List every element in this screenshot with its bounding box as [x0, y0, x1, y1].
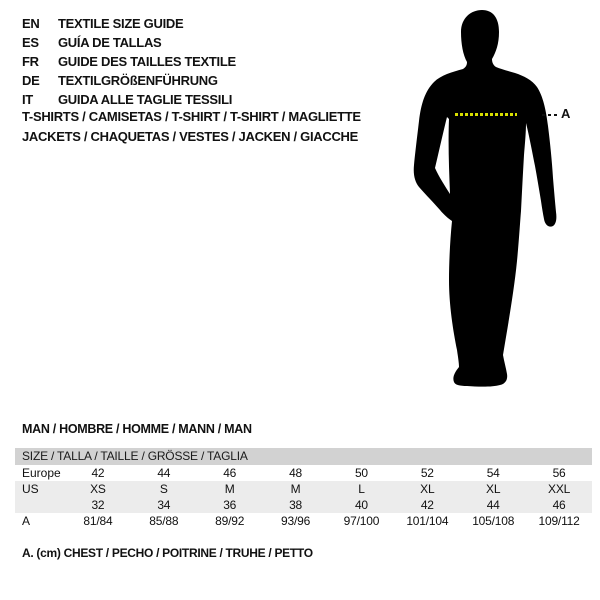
guide-title: GUÍA DE TALLAS: [58, 35, 162, 50]
table-cell: 109/112: [538, 514, 580, 528]
list-item: [22, 52, 236, 71]
table-row-numeric: [15, 497, 592, 513]
table-cell: 46: [552, 498, 566, 512]
guide-title: TEXTILE SIZE GUIDE: [58, 16, 184, 31]
language-code: IT: [22, 92, 33, 107]
section-heading-man: MAN / HOMBRE / HOMME / MANN / MAN: [22, 422, 252, 436]
row-label: A: [22, 514, 31, 528]
table-cell: XS: [90, 482, 106, 496]
table-row-europe: [15, 465, 592, 481]
table-cell: XXL: [548, 482, 571, 496]
measurement-leader-line: [542, 114, 559, 116]
table-cell: M: [290, 482, 301, 496]
row-label: US: [22, 482, 39, 496]
table-cell: 97/100: [343, 514, 380, 528]
table-cell: 48: [289, 466, 303, 480]
table-cell: 54: [486, 466, 500, 480]
table-cell: S: [159, 482, 168, 496]
table-cell: 42: [420, 498, 434, 512]
table-cell: M: [224, 482, 235, 496]
table-cell: L: [358, 482, 365, 496]
category-line-jackets: JACKETS / CHAQUETAS / VESTES / JACKEN / GIACCHE: [22, 129, 358, 144]
man-silhouette-figure: [405, 5, 580, 395]
language-code: FR: [22, 54, 39, 69]
table-cell: 34: [157, 498, 171, 512]
table-row-chest-a: [15, 513, 592, 529]
chest-measurement-dash-line: [455, 113, 517, 116]
table-cell: XL: [486, 482, 501, 496]
table-cell: 46: [223, 466, 237, 480]
language-code: ES: [22, 35, 39, 50]
table-cell: 85/88: [149, 514, 179, 528]
table-cell: 40: [354, 498, 368, 512]
garment-categories: [22, 107, 361, 147]
table-cell: 81/84: [83, 514, 113, 528]
guide-title: GUIDA ALLE TAGLIE TESSILI: [58, 92, 233, 107]
measurement-footnote: A. (cm) CHEST / PECHO / POITRINE / TRUHE / PETTO: [22, 546, 313, 560]
table-cell: 50: [354, 466, 368, 480]
list-item: [22, 33, 236, 52]
table-row-us: [15, 481, 592, 497]
language-code: EN: [22, 16, 40, 31]
table-cell: 38: [289, 498, 303, 512]
guide-title: TEXTILGRÖßENFÜHRUNG: [58, 73, 218, 88]
size-table: [15, 448, 592, 529]
table-cell: 36: [223, 498, 237, 512]
table-cell: 105/108: [472, 514, 515, 528]
table-cell: 52: [420, 466, 434, 480]
table-cell: 93/96: [281, 514, 311, 528]
row-label: Europe: [22, 466, 61, 480]
measurement-label-a: A: [561, 106, 571, 121]
table-cell: 89/92: [215, 514, 245, 528]
table-cell: XL: [420, 482, 435, 496]
guide-title: GUIDE DES TAILLES TEXTILE: [58, 54, 236, 69]
category-line-tshirts: T-SHIRTS / CAMISETAS / T-SHIRT / T-SHIRT / MAGLIETTE: [22, 109, 361, 124]
language-code: DE: [22, 73, 40, 88]
table-cell: 101/104: [406, 514, 449, 528]
row-label: [15, 497, 65, 513]
list-item: [22, 71, 236, 90]
language-title-list: [22, 14, 236, 109]
table-cell: 32: [91, 498, 105, 512]
list-item: [22, 14, 236, 33]
table-cell: 44: [157, 466, 171, 480]
table-header-size: SIZE / TALLA / TAILLE / GRÖSSE / TAGLIA: [15, 448, 592, 465]
table-cell: 56: [552, 466, 566, 480]
table-cell: 42: [91, 466, 105, 480]
table-cell: 44: [486, 498, 500, 512]
